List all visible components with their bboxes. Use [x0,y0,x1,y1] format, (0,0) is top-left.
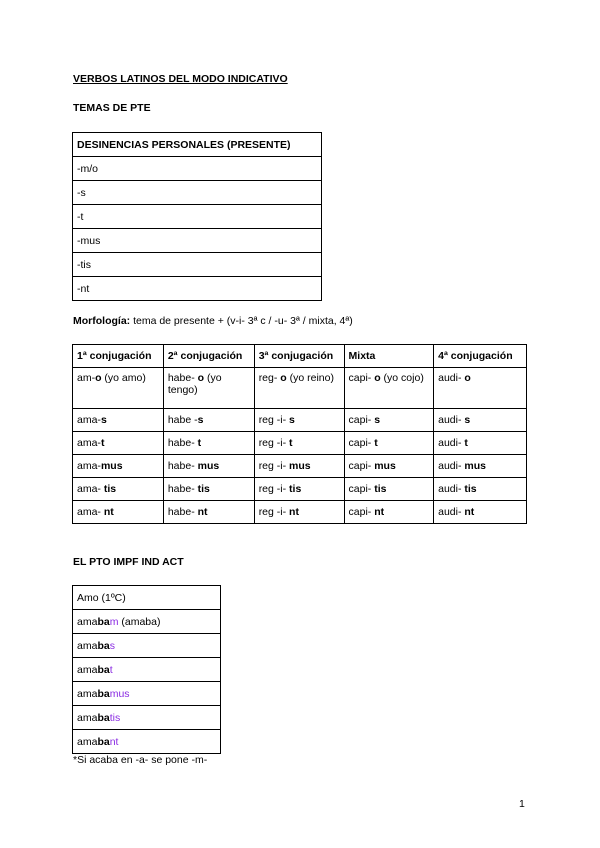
desinencia-row: -nt [73,277,322,301]
conj-cell: capi- t [344,432,434,455]
conj-cell: reg -i- mus [254,455,344,478]
desinencia-row: -s [73,181,322,205]
conj-cell: am-o (yo amo) [73,368,164,409]
imperfecto-row: amabatis [73,706,221,730]
conj-cell: ama-s [73,409,164,432]
imperfecto-footnote: *Si acaba en -a- se pone -m- [73,754,208,766]
conj-cell: ama-t [73,432,164,455]
imperfecto-row: amabat [73,658,221,682]
desinencia-row: -m/o [73,157,322,181]
conj-header-mixta: Mixta [344,345,434,368]
morfologia-line [73,315,353,327]
conj-cell: audi- s [434,409,527,432]
imperfecto-row: amabamus [73,682,221,706]
conj-header-1: 1ª conjugación [73,345,164,368]
conj-header-2: 2ª conjugación [163,345,254,368]
conj-header-4: 4ª conjugación [434,345,527,368]
conj-cell: reg -i- tis [254,478,344,501]
desinencia-row: -mus [73,229,322,253]
conj-cell: ama-mus [73,455,164,478]
conj-cell: reg -i- nt [254,501,344,524]
conj-cell: audi- t [434,432,527,455]
desinencias-table [72,132,322,301]
conj-cell: ama- tis [73,478,164,501]
conj-cell: reg -i- t [254,432,344,455]
section-heading-temas: TEMAS DE PTE [73,102,151,114]
section-heading-imperfecto: EL PTO IMPF IND ACT [73,556,184,568]
conjugaciones-table [72,344,527,524]
conj-header-3: 3ª conjugación [254,345,344,368]
desinencia-row: -tis [73,253,322,277]
morfologia-text: tema de presente + (v-i- 3ª c / -u- 3ª / mixta, 4ª) [130,315,353,327]
conj-cell: habe- tis [163,478,254,501]
conj-cell: audi- mus [434,455,527,478]
conj-cell: ama- nt [73,501,164,524]
morfologia-label: Morfología: [73,315,131,327]
conj-cell: habe- nt [163,501,254,524]
imperfecto-row: amabam (amaba) [73,610,221,634]
conj-cell: capi- tis [344,478,434,501]
conj-cell: reg -i- s [254,409,344,432]
conj-cell: capi- nt [344,501,434,524]
document-title: VERBOS LATINOS DEL MODO INDICATIVO [73,73,288,85]
imperfecto-table [72,585,221,754]
desinencias-header: DESINENCIAS PERSONALES (PRESENTE) [73,133,322,157]
page-number: 1 [519,798,525,810]
conj-cell: habe- mus [163,455,254,478]
conj-cell: habe -s [163,409,254,432]
conj-cell: reg- o (yo reino) [254,368,344,409]
conj-cell: capi- mus [344,455,434,478]
imperfecto-row: amabant [73,730,221,754]
conj-cell: habe- o (yo tengo) [163,368,254,409]
conj-cell: habe- t [163,432,254,455]
conj-cell: capi- s [344,409,434,432]
desinencia-row: -t [73,205,322,229]
conj-cell: audi- tis [434,478,527,501]
conj-cell: capi- o (yo cojo) [344,368,434,409]
conj-cell: audi- o [434,368,527,409]
conj-cell: audi- nt [434,501,527,524]
imperfecto-row: amabas [73,634,221,658]
imperfecto-header: Amo (1ºC) [73,586,221,610]
